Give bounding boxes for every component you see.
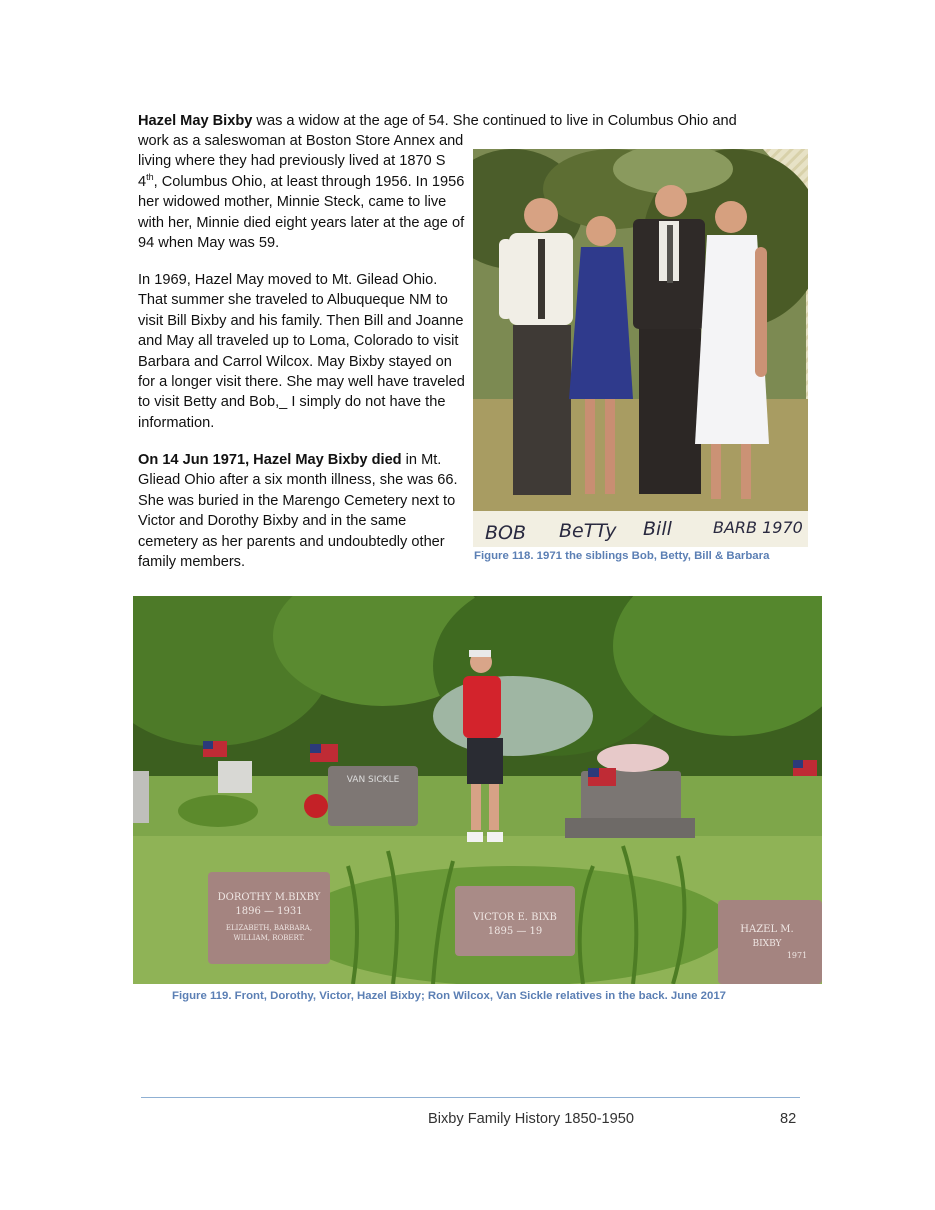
- label-betty: BeTTy: [559, 520, 617, 542]
- death-date-lead: On 14 Jun 1971, Hazel May Bixby died: [138, 452, 402, 468]
- hazel-stone-surname: BIXBY: [752, 939, 782, 949]
- victor-stone-dates: 1895 — 19: [487, 926, 543, 937]
- paragraph-1-line1: was a widow at the age of 54. She continued to live in Columbus Ohio and: [252, 113, 737, 129]
- paragraph-3-text: in Mt. Gliead Ohio after a six month illness, she was 66. She was buried in the Marengo Cemetery next to Victor and Dorothy Bixby and in the same cemetery as her parents and undoubtedly other family members.: [138, 452, 458, 571]
- footer-rule: [141, 1097, 800, 1098]
- cemetery-photo-illustration: [133, 596, 822, 984]
- label-bob: BOB: [485, 522, 527, 544]
- siblings-photo-illustration: [473, 149, 808, 547]
- dorothy-stone-children-2: WILLIAM, ROBERT.: [233, 934, 305, 942]
- ordinal-sup: th: [146, 171, 154, 182]
- label-bill: Bill: [643, 518, 672, 540]
- figure-118-caption: Figure 118. 1971 the siblings Bob, Betty, Bill & Barbara: [474, 550, 770, 562]
- victor-stone: [455, 886, 575, 956]
- paragraph-1-text-b: , Columbus Ohio, at least through 1956. In 1956 her widowed mother, Minnie Steck, came to live with her, Minnie died eight years later at the age of 94 when May was 59.: [138, 173, 465, 252]
- paragraph-1-body: [138, 131, 468, 253]
- paragraph-2: In 1969, Hazel May moved to Mt. Gilead Ohio. That summer she traveled to Albuqueque NM to visit Bill Bixby and his family. Then Bill and Joanne and May all traveled up to Loma, Colorado to visit Barbara and Carrol Wilcox. May Bixby stayed on for a longer visit there. She may well have traveled to visit Betty and Bob,_ I simply do not have the information.: [138, 272, 465, 431]
- subject-name: Hazel May Bixby: [138, 113, 253, 129]
- hazel-stone: [718, 900, 822, 984]
- figure-119-caption: Figure 119. Front, Dorothy, Victor, Hazel Bixby; Ron Wilcox, Van Sickle relatives in the back. June 2017: [172, 990, 727, 1002]
- hazel-stone-name: HAZEL M.: [740, 924, 794, 935]
- paragraph-1-first-line: [138, 111, 778, 131]
- cemetery-photo: [133, 596, 822, 984]
- hazel-stone-year: 1971: [786, 951, 808, 960]
- page-number: 82: [780, 1111, 797, 1127]
- vansickle-stone-text: VAN SICKLE: [346, 775, 400, 785]
- dorothy-stone-dates: 1896 — 1931: [235, 906, 303, 917]
- dorothy-stone-children-1: ELIZABETH, BARBARA,: [225, 924, 313, 932]
- dorothy-stone-name: DOROTHY M.BIXBY: [217, 892, 321, 903]
- paragraph-1-text-a: work as a saleswoman at Boston Store Annex and living where they had previously lived at 1870 S 4: [138, 133, 464, 190]
- footer-title: Bixby Family History 1850-1950: [428, 1111, 635, 1127]
- victor-stone-name: VICTOR E. BIXB: [473, 912, 557, 923]
- siblings-photo: [473, 149, 808, 547]
- paragraph-3: [138, 450, 468, 572]
- dorothy-stone: [208, 872, 330, 964]
- label-barb: BARB 1970: [713, 518, 803, 537]
